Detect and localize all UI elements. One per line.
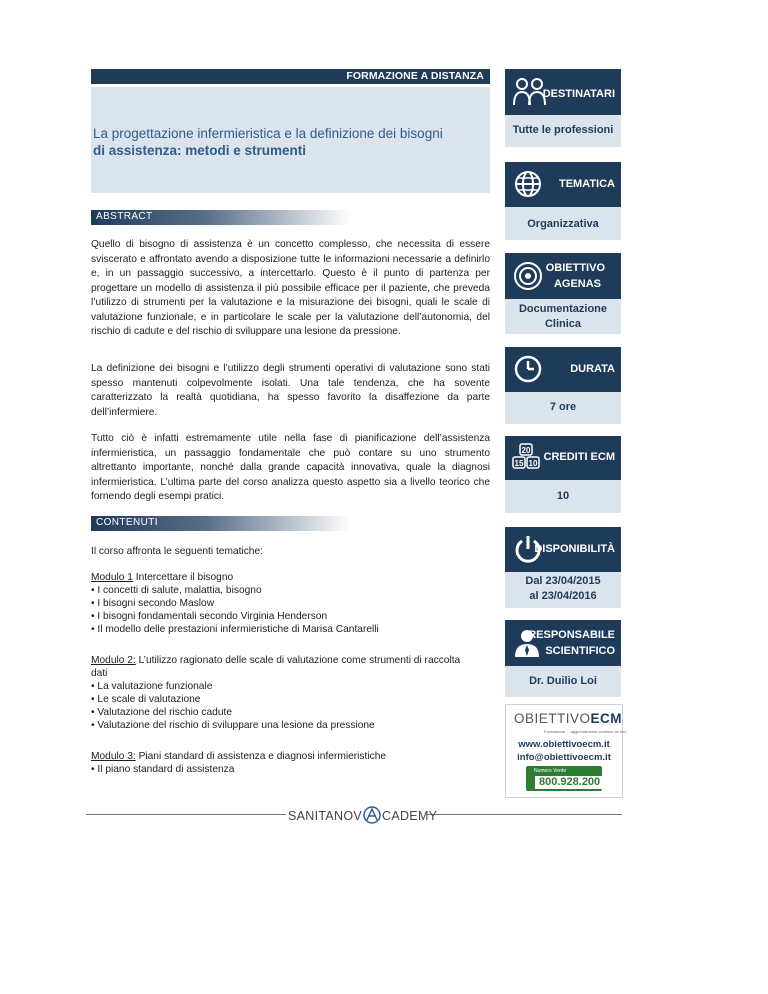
tematica-label: TEMATICA	[558, 178, 615, 190]
crediti-header	[505, 436, 621, 480]
disponibilita-value-1: Dal 23/04/2015	[525, 575, 601, 587]
destinatari-label: DESTINATARI	[542, 88, 615, 100]
responsabile-header	[505, 620, 621, 666]
sanitanova-academy-logo: SANITANOV CADEMY	[288, 806, 437, 827]
obiettivoecm-promo	[505, 704, 627, 798]
header-band-label: FORMAZIONE A DISTANZA	[346, 70, 484, 82]
contenuti-intro: Il corso affronta le seguenti tematiche:	[91, 546, 263, 557]
tematica-value: Organizzativa	[527, 218, 599, 230]
list-item: • Il piano standard di assistenza	[91, 764, 235, 775]
svg-text:10: 10	[528, 459, 538, 468]
credits-icon	[511, 443, 541, 476]
disponibilita-value-2: al 23/04/2016	[529, 590, 597, 602]
crediti-value-box	[505, 480, 621, 513]
promo-tagline: Formazione ... aggiornamento continuo on line	[544, 729, 627, 734]
list-item: • I bisogni secondo Maslow	[91, 598, 215, 609]
contenuti-heading: CONTENUTI	[91, 516, 351, 531]
phone-number: 800.928.200	[535, 776, 604, 789]
destinatari-header	[505, 69, 621, 115]
obiettivo-label-1: OBIETTIVO	[545, 262, 605, 274]
obiettivo-label-2: AGENAS	[553, 278, 601, 290]
promo-website-link[interactable]: www.obiettivoecm.it	[518, 739, 610, 750]
obiettivo-value-1: Documentazione	[518, 303, 607, 315]
responsabile-label-2: SCIENTIFICO	[545, 645, 615, 657]
list-item: • La valutazione funzionale	[91, 681, 213, 692]
list-item: • Valutazione del rischio di sviluppare una lesione da pressione	[91, 720, 375, 731]
disponibilita-value-box	[505, 572, 621, 608]
durata-label: DURATA	[570, 363, 615, 375]
tematica-header	[505, 162, 621, 207]
clock-icon	[513, 354, 543, 387]
svg-text:20: 20	[521, 446, 531, 455]
responsabile-value-box	[505, 666, 621, 697]
obiettivo-value-2: Clinica	[544, 318, 582, 330]
durata-value-box	[505, 392, 621, 424]
disponibilita-label: DISPONIBILITÀ	[534, 543, 615, 555]
footer-rule-right	[426, 814, 622, 815]
globe-icon	[513, 169, 543, 202]
course-title-line1: La progettazione infermieristica e la definizione dei bisogni	[93, 126, 443, 141]
abstract-paragraph-2: La definizione dei bisogni e l’utilizzo degli strumenti operativi di valutazione sono stati spesso mantenuti colpevolmente isolati. Una tale tendenza, che ha sovente caratterizzato la realtà quotidiana, ha spesso favorito la disaffezione da parte dell’infermiere.	[91, 363, 490, 418]
course-title-line2: di assistenza: metodi e strumenti	[93, 143, 307, 158]
durata-header	[505, 347, 621, 392]
footer-rule-left	[86, 814, 286, 815]
modulo3-title: Modulo 3: Piani standard di assistenza e diagnosi infermieristiche	[91, 751, 387, 762]
modulo1-title: Modulo 1 Intercettare il bisogno	[91, 572, 234, 583]
destinatari-value-box	[505, 115, 621, 147]
modulo2-title-cont: dati	[91, 668, 108, 679]
obiettivo-value-box	[505, 299, 621, 334]
tematica-value-box	[505, 207, 621, 240]
modulo2-title: Modulo 2: L’utilizzo ragionato delle scale di valutazione come strumenti di raccolta	[91, 655, 461, 666]
crediti-label: CREDITI ECM	[543, 451, 615, 463]
abstract-heading: ABSTRACT	[91, 210, 351, 225]
promo-phone-badge	[526, 766, 602, 791]
list-item: • Il modello delle prestazioni infermieristiche di Marisa Cantarelli	[91, 624, 379, 635]
abstract-paragraph-1: Quello di bisogno di assistenza è un concetto complesso, che necessita di essere sviscerato e affrontato avendo a disposizione tutte le informazioni necessarie a definirlo e, in un passaggio successivo, a intercettarlo. Questo è il punto di partenza per progettare un modello di assistenza il più possibile efficace per il paziente, che preveda l’utilizzo di strumenti per la valutazione e la misurazione dei bisogni, quali le scale di valutazione funzionale, e in particolare le scale per la valutazione dell’autonomia, del rischio di cadute e del rischio di sviluppare una lesione da pressione.	[91, 239, 490, 337]
crediti-value: 10	[556, 490, 570, 502]
disponibilita-header	[505, 527, 621, 572]
responsabile-label-1: RESPONSABILE	[528, 629, 615, 641]
phone-label: Numero Verde	[534, 768, 567, 774]
target-icon	[513, 261, 543, 294]
svg-text:15: 15	[514, 459, 524, 468]
list-item: • Le scale di valutazione	[91, 694, 201, 705]
obiettivo-header	[505, 253, 621, 299]
abstract-paragraph-3: Tutto ciò è infatti estremamente utile nella fase di pianificazione dell’assistenza infermieristica, un passaggio fondamentale che può contare su uno strumento altrettanto importante, nonché dalla grande capacità innovativa, quale la diagnosi infermieristica. L’ultima parte del corso analizza questo aspetto sia a livello teorico che fornendo degli esempi pratici.	[91, 433, 490, 502]
promo-email-link[interactable]: info@obiettivoecm.it	[517, 752, 611, 763]
list-item: • Valutazione del rischio cadute	[91, 707, 232, 718]
academy-emblem-icon	[363, 806, 381, 827]
durata-value: 7 ore	[549, 401, 577, 413]
destinatari-value: Tutte le professioni	[512, 124, 614, 136]
list-item: • I bisogni fondamentali secondo Virginia Henderson	[91, 611, 328, 622]
responsabile-value: Dr. Duilio Loi	[529, 675, 597, 687]
header-band	[91, 69, 490, 84]
obiettivoecm-logo: OBIETTIVOECM	[514, 711, 623, 726]
list-item: • I concetti di salute, malattia, bisogno	[91, 585, 262, 596]
